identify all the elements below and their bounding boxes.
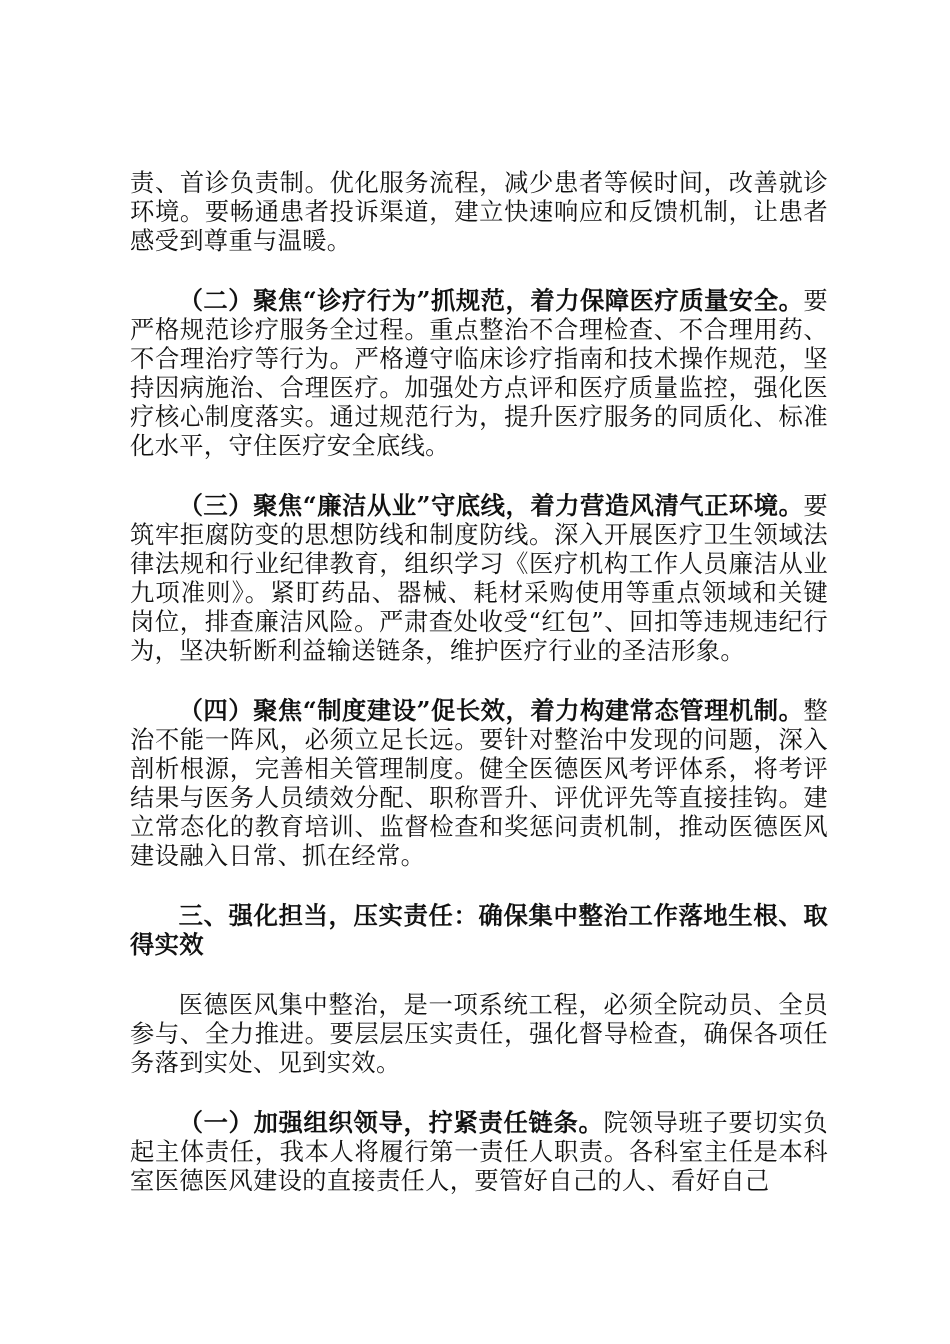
paragraph-text: 要严格规范诊疗服务全过程。重点整治不合理检查、不合理用药、不合理治疗等行为。严格遵守临床诊疗指南和技术操作规范，坚持因病施治、合理医疗。加强处方点评和医疗质量监控，强化医疗核心制度落实。通过规范行为，提升医疗服务的同质化、标准化水平，守住医疗安全底线。	[130, 286, 828, 460]
paragraph-text: 要筑牢拒腐防变的思想防线和制度防线。深入开展医疗卫生领域法律法规和行业纪律教育，组织学习《医疗机构工作人员廉洁从业九项准则》。紧盯药品、器械、耗材采购使用等重点领域和关键岗位，排查廉洁风险。严肃查处收受“红包”、回扣等违规违纪行为，坚决斩断利益输送链条，维护医疗行业的圣洁形象。	[130, 491, 828, 665]
paragraph-intro	[130, 990, 828, 1077]
paragraph-text: 整治不能一阵风，必须立足长远。要针对整治中发现的问题，深入剖析根源，完善相关管理制度。健全医德医风考评体系，将考评结果与医务人员绩效分配、职称晋升、评优评先等直接挂钩。建立常态化的教育培训、监督检查和奖惩问责机制，推动医德医风建设融入日常、抓在经常。	[130, 696, 828, 870]
paragraph-text: 院领导班子要切实负起主体责任，我本人将履行第一责任人职责。各科室主任是本科室医德医风建设的直接责任人，要管好自己的人、看好自己	[130, 1108, 828, 1195]
paragraph-continuation	[130, 168, 828, 255]
paragraph-section-2	[130, 286, 828, 460]
paragraph-heading: （一）加强组织领导，拧紧责任链条。	[178, 1108, 604, 1137]
paragraph-heading: （三）聚焦“廉洁从业”守底线，着力营造风清气正环境。	[178, 491, 804, 520]
paragraph-heading: （二）聚焦“诊疗行为”抓规范，着力保障医疗质量安全。	[178, 286, 804, 315]
paragraph-subsection-1	[130, 1108, 828, 1195]
paragraph-section-4	[130, 696, 828, 870]
document-page	[130, 168, 828, 1226]
chapter-heading-text: 三、强化担当，压实责任：确保集中整治工作落地生根、取得实效	[130, 901, 828, 959]
chapter-heading	[130, 901, 828, 959]
paragraph-text: 医德医风集中整治，是一项系统工程，必须全院动员、全员参与、全力推进。要层层压实责任，强化督导检查，确保各项任务落到实处、见到实效。	[130, 990, 828, 1077]
paragraph-text: 责、首诊负责制。优化服务流程，减少患者等候时间，改善就诊环境。要畅通患者投诉渠道，建立快速响应和反馈机制，让患者感受到尊重与温暖。	[130, 168, 828, 255]
paragraph-section-3	[130, 491, 828, 665]
paragraph-heading: （四）聚焦“制度建设”促长效，着力构建常态管理机制。	[178, 696, 804, 725]
